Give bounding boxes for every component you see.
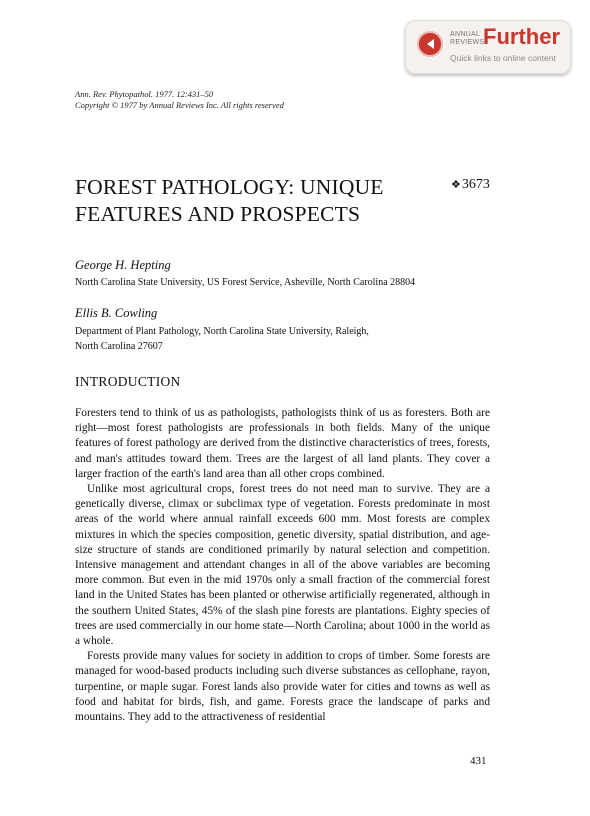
badge-small-line1: ANNUAL (450, 31, 481, 38)
title-line1: FOREST PATHOLOGY: UNIQUE (75, 175, 384, 199)
journal-citation (75, 89, 284, 111)
body-text (75, 406, 490, 725)
badge-further-label: Further (483, 24, 560, 49)
article-title (75, 174, 384, 228)
annual-reviews-logo-icon (417, 31, 443, 57)
article-number (451, 177, 490, 193)
citation-line2: Copyright © 1977 by Annual Reviews Inc. All rights reserved (75, 100, 284, 110)
section-heading: INTRODUCTION (75, 374, 181, 389)
author-name-1: George H. Hepting (75, 258, 171, 272)
annual-reviews-further-badge[interactable] (405, 20, 571, 74)
paragraph-1: Foresters tend to think of us as pathologists, pathologists think of us as foresters. Both are right—most forest pathologists are professionals in both fields. Many of the unique features of forest pathology are derived from the distinctive characteristics of trees, forests, and man's attitudes toward them. Trees are the largest of all land plants. They cover a larger fraction of the earth's land area than all other crops combined. (75, 407, 490, 480)
page-number: 431 (470, 755, 487, 767)
paragraph-2: Unlike most agricultural crops, forest trees do not need man to survive. They are a genetically diverse, climax or subclimax type of vegetation. Forests predominate in most areas of the world where annual rainfall exceeds 600 mm. Most forests are complex mixtures in which the species composition, genetic diversity, spatial distribution, and age-size structure of stands are conditioned primarily by natural selection and competition. Intensive management and attendant changes in all of the above variables are becoming more common. But even in the mid 1970s only a small fraction of the commercial forest land in the United States has been planted or otherwise artificially regenerated, although in the southern United States, 45% of the slash pine forests are plantations. Eighty species of trees are used commercially in our home state—North Carolina; about 1000 in the world as a whole. (75, 483, 490, 648)
badge-subtitle: Quick links to online content (450, 53, 556, 63)
paragraph-3: Forests provide many values for society in addition to crops of timber. Some forests are managed for wood-based products including such diverse substances as cellophane, rayon, turpentine, or maple sugar. Forest lands also provide water for cities and towns as well as food and habitat for birds, fish, and game. Forests grace the landscape of parks and mountains. They add to the attractiveness of residential (75, 650, 490, 724)
author-affiliation-2 (75, 324, 369, 354)
article-number-value: 3673 (461, 177, 490, 192)
title-line2: FEATURES AND PROSPECTS (75, 202, 361, 226)
author-affiliation-1 (75, 275, 415, 290)
affiliation-2-line1: Department of Plant Pathology, North Carolina State University, Raleigh, (75, 326, 369, 337)
author-name-2: Ellis B. Cowling (75, 306, 158, 320)
affiliation-2-line2: North Carolina 27607 (75, 341, 163, 352)
badge-small-line2: REVIEWS (450, 39, 485, 46)
article-number-mark: ❖ (451, 179, 461, 191)
badge-publisher-label (450, 31, 484, 47)
affiliation-1-line1: North Carolina State University, US Forest Service, Asheville, North Carolina 28804 (75, 277, 416, 288)
citation-line1: Ann. Rev. Phytopathol. 1977. 12:431–50 (75, 89, 214, 99)
